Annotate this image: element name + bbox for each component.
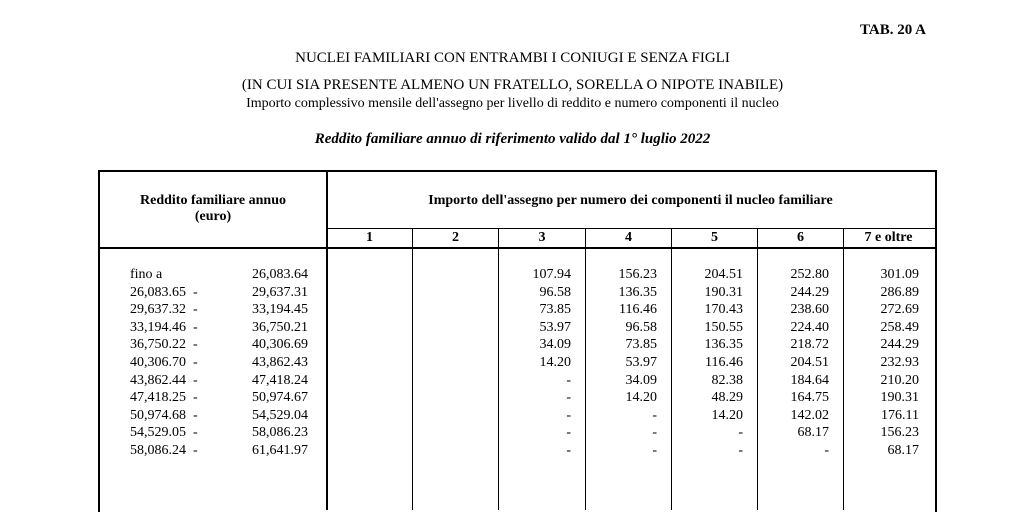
income-header-unit: (euro): [194, 209, 232, 224]
amount-cell: 176.11: [881, 407, 919, 423]
col-divider: [412, 228, 413, 510]
income-header: [100, 193, 326, 225]
income-to: 40,306.69: [252, 337, 308, 353]
income-from: 36,750.22 -: [130, 337, 198, 353]
amount-cell: -: [824, 443, 829, 458]
amount-cell: 272.69: [880, 302, 919, 318]
amount-cell: 184.64: [790, 372, 829, 388]
amount-cell: 14.20: [711, 407, 743, 423]
income-to: 33,194.45: [252, 302, 308, 318]
income-from: 43,862.44 -: [130, 372, 198, 388]
amount-cell: 170.43: [704, 302, 743, 318]
income-to: 26,083.64: [252, 267, 308, 282]
income-from: 50,974.68 -: [130, 407, 198, 423]
amount-cell: 252.80: [790, 267, 829, 282]
amount-cell: 218.72: [790, 337, 829, 353]
header-rule: [98, 247, 326, 249]
amount-cell: 53.97: [539, 319, 571, 335]
amount-cell: 224.40: [790, 319, 829, 335]
income-to: 47,418.24: [252, 372, 308, 388]
income-header-label: Reddito familiare annuo: [140, 193, 286, 208]
amount-cell: 96.58: [539, 284, 571, 300]
amount-cell: 48.29: [711, 390, 743, 406]
amount-cell: 238.60: [790, 302, 829, 318]
amount-cell: 68.17: [797, 425, 829, 441]
amount-cell: -: [738, 425, 743, 441]
column-number: 5: [711, 230, 718, 245]
amount-cell: -: [566, 372, 571, 388]
column-number: 1: [366, 230, 373, 245]
amount-cell: 204.51: [704, 267, 743, 282]
amount-cell: 142.02: [790, 407, 829, 423]
column-number: 2: [452, 230, 459, 245]
amount-cell: 68.17: [887, 443, 919, 458]
income-to: 36,750.21: [252, 319, 308, 335]
amount-cell: 164.75: [790, 390, 829, 406]
amount-cell: 244.29: [790, 284, 829, 300]
amount-cell: 286.89: [880, 284, 919, 300]
column-number: 7 e oltre: [864, 230, 913, 245]
amount-cell: 14.20: [625, 390, 657, 406]
amount-cell: 96.58: [625, 319, 657, 335]
income-from: 29,637.32 -: [130, 302, 198, 318]
header-rule: [326, 228, 935, 229]
table-divider: [326, 170, 328, 510]
income-to: 50,974.67: [252, 390, 308, 406]
income-to: 61,641.97: [252, 443, 308, 458]
table-code: TAB. 20 A: [860, 22, 926, 38]
income-to: 54,529.04: [252, 407, 308, 423]
amount-cell: -: [738, 443, 743, 458]
income-to: 29,637.31: [252, 284, 308, 300]
header-rule: [326, 247, 935, 249]
income-to: 43,862.43: [252, 355, 308, 370]
income-from: 40,306.70 -: [130, 355, 198, 370]
income-from: 58,086.24 -: [130, 443, 198, 458]
amount-cell: 53.97: [625, 355, 657, 370]
amount-cell: 107.94: [532, 267, 571, 282]
amount-cell: 34.09: [625, 372, 657, 388]
amount-cell: 82.38: [711, 372, 743, 388]
income-from: 47,418.25 -: [130, 390, 198, 406]
amount-cell: 116.46: [705, 355, 743, 370]
amount-cell: -: [652, 443, 657, 458]
amount-cell: 14.20: [539, 355, 571, 370]
amount-cell: -: [566, 407, 571, 423]
amount-cell: -: [652, 425, 657, 441]
amount-cell: 156.23: [880, 425, 919, 441]
amount-cell: 232.93: [880, 355, 919, 370]
amount-cell: 150.55: [704, 319, 743, 335]
amount-cell: 116.46: [619, 302, 657, 318]
amount-cell: 244.29: [880, 337, 919, 353]
amount-cell: 258.49: [880, 319, 919, 335]
amount-cell: -: [652, 407, 657, 423]
amount-cell: 190.31: [704, 284, 743, 300]
column-number: 6: [797, 230, 804, 245]
amount-cell: 136.35: [704, 337, 743, 353]
amount-cell: 210.20: [880, 372, 919, 388]
column-number: 3: [538, 230, 546, 245]
amount-cell: 136.35: [618, 284, 657, 300]
title-line-3: Importo complessivo mensile dell'assegno per livello di reddito e numero componenti il nucleo: [246, 96, 779, 111]
amount-cell: -: [566, 425, 571, 441]
income-from: 33,194.46 -: [130, 319, 198, 335]
amount-cell: 73.85: [539, 302, 571, 318]
amount-cell: -: [566, 443, 571, 458]
subtitle: Reddito familiare annuo di riferimento valido dal 1° luglio 2022: [314, 131, 711, 147]
income-from: fino a: [130, 267, 163, 282]
title-line-2: (IN CUI SIA PRESENTE ALMENO UN FRATELLO, SORELLA O NIPOTE INABILE): [241, 77, 784, 93]
amount-header: Importo dell'assegno per numero dei componenti il nucleo familiare: [428, 193, 833, 208]
amount-cell: 156.23: [618, 267, 657, 282]
amount-cell: 73.85: [625, 337, 657, 353]
amount-cell: 301.09: [880, 267, 919, 282]
income-from: 26,083.65 -: [130, 284, 198, 300]
amount-cell: 204.51: [790, 355, 829, 370]
title-line-1: NUCLEI FAMILIARI CON ENTRAMBI I CONIUGI E SENZA FIGLI: [295, 50, 730, 66]
amount-cell: -: [566, 390, 571, 406]
income-to: 58,086.23: [252, 425, 308, 441]
amount-cell: 34.09: [539, 337, 571, 353]
column-number: 4: [625, 230, 632, 245]
income-from: 54,529.05 -: [130, 425, 198, 441]
amount-cell: 190.31: [880, 390, 919, 406]
